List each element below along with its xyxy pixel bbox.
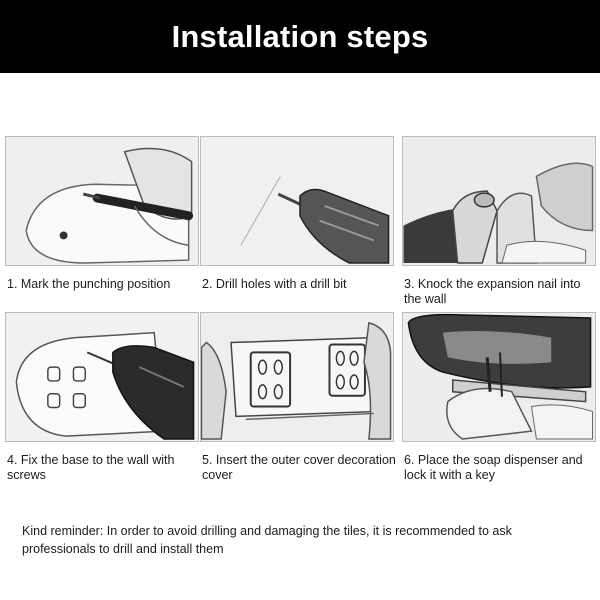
step-4-caption: 4. Fix the base to the wall with screws — [7, 453, 175, 482]
cover-insertion-sketch — [201, 313, 393, 441]
kind-reminder: Kind reminder: In order to avoid drilling and damaging the tiles, it is recommended to ask professionals to drill and install them — [22, 524, 512, 556]
screwing-base-sketch — [6, 313, 198, 441]
page-title: Installation steps — [171, 18, 429, 54]
step-2-caption: 2. Drill holes with a drill bit — [202, 277, 347, 291]
step-1-illustration — [5, 136, 199, 266]
step-4-illustration — [5, 312, 199, 442]
step-2-illustration — [200, 136, 394, 266]
step-1-caption: 1. Mark the punching position — [7, 277, 171, 291]
drill-sketch — [201, 137, 393, 265]
step-6-illustration — [402, 312, 596, 442]
hammer-nail-sketch — [403, 137, 595, 265]
title-banner — [0, 0, 600, 73]
step-6-caption: 6. Place the soap dispenser and lock it with a key — [404, 453, 583, 482]
marking-pen-sketch — [6, 137, 198, 265]
step-3-caption: 3. Knock the expansion nail into the wall — [404, 277, 581, 306]
step-5-caption: 5. Insert the outer cover decoration cover — [202, 453, 396, 482]
step-5-illustration — [200, 312, 394, 442]
step-3-illustration — [402, 136, 596, 266]
dispenser-lock-sketch — [403, 313, 595, 441]
